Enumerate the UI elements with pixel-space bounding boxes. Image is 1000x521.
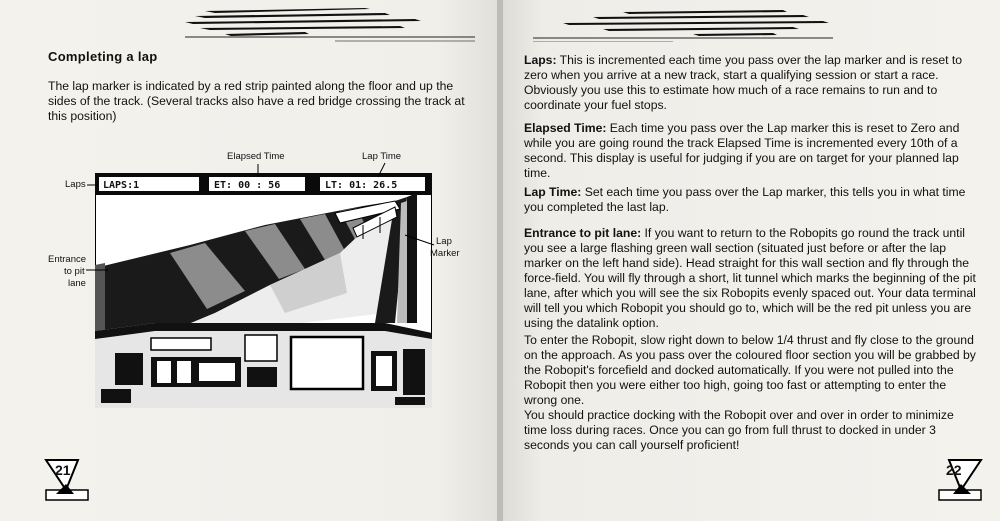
elapsed-time-term: Elapsed Time: (524, 121, 607, 135)
hud-elapsed-readout: ET: 00 : 56 (214, 180, 281, 191)
lap-time-term: Lap Time: (524, 185, 582, 199)
hud-laps-readout: LAPS:1 (103, 180, 140, 191)
elapsed-time-description (524, 121, 979, 181)
section-heading: Completing a lap (48, 49, 158, 64)
lap-marker-label-line1: Lap (436, 236, 452, 247)
header-stripes-decoration-right (533, 4, 833, 42)
docking-practice-paragraph: You should practice docking with the Robopit over and over in order to minimize time loss during races. Once you can go from full thrust to docked in under 3 seconds you can call yourself proficient! (524, 408, 954, 452)
hud-laptime-readout: LT: 01: 26.5 (325, 180, 398, 191)
lap-time-text: Set each time you pass over the Lap marker, this tells you in what time you completed the last lap. (524, 185, 966, 214)
lap-time-description (524, 185, 979, 215)
pit-entrance-label-line1: Entrance (48, 254, 87, 265)
lap-marker-label-line2: Marker (430, 248, 460, 259)
pit-lane-term: Entrance to pit lane: (524, 226, 642, 240)
right-page (503, 0, 1000, 521)
left-page (0, 0, 497, 521)
elapsed-time-text: Each time you pass over the Lap marker this is reset to Zero and while you are going round the track Elapsed Time is incremented every 10th of a second. This display is useful for judging if you are on target for your planned lap time. (524, 121, 960, 180)
page-number-left: 21 (55, 462, 71, 478)
callout-lines (0, 0, 497, 521)
robopit-entry-paragraph: To enter the Robopit, slow right down to below 1/4 thrust and fly close to the ground on the approach. As you pass over the coloured floor section you will be grabbed by the Robopit's forcefield and docked automatically. If you were not pulled into the Robopit then you were either too high, going too fast or attempting to enter the wrong one. (524, 333, 976, 407)
laps-term: Laps: (524, 53, 557, 67)
pit-lane-description (524, 226, 979, 331)
pit-entrance-label-line2: to pit (64, 266, 85, 277)
intro-paragraph: The lap marker is indicated by a red strip painted along the floor and up the sides of the track. (Several tracks also have a red bridge crossing the track at this position) (48, 79, 465, 123)
laps-label: Laps (65, 179, 86, 190)
page-number-right: 22 (946, 462, 962, 478)
pit-entrance-label-line3: lane (68, 278, 86, 289)
laps-text: This is incremented each time you pass over the lap marker and is reset to zero when you arrive at a new track, start a qualifying session or start a race. Obviously you use this to estimate how much of a race remains to run and to coordinate your fuel stops. (524, 53, 963, 112)
pit-lane-text: If you want to return to the Robopits go round the track until you see a large flashing green wall section (situated just before or after the lap marker on the left hand side). Head straight for this wall section and fly through the force-field. You will fly through a short, lit tunnel which marks the beginning of the pit lane, after which you will see the six Robopits evenly spaced out. Your data terminal will tell you which Robopit you should go to, which will be the red pit unless you are using the datalink option. (524, 226, 976, 330)
laps-description (524, 53, 979, 113)
elapsed-time-label: Elapsed Time (227, 151, 285, 162)
lap-time-label: Lap Time (362, 151, 402, 162)
